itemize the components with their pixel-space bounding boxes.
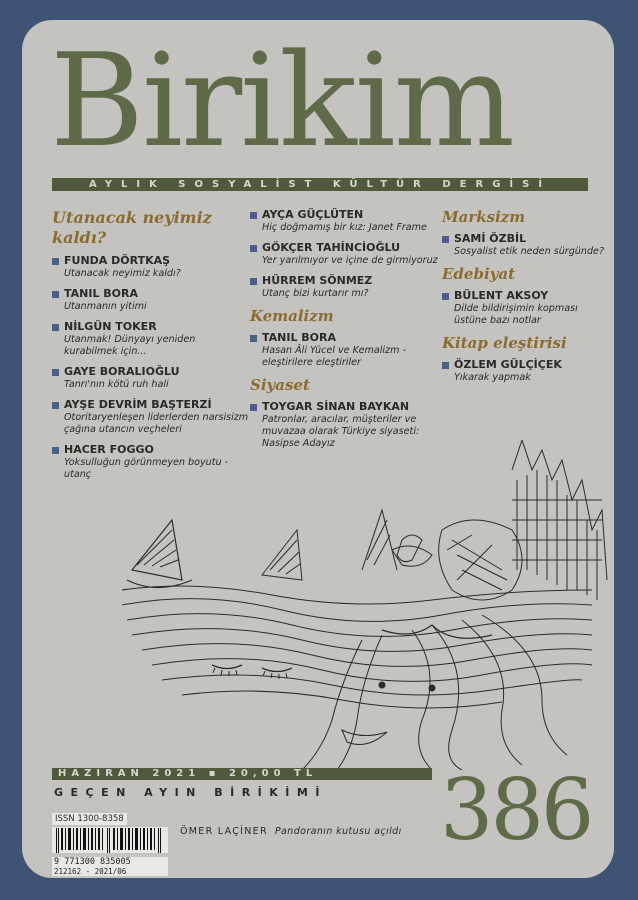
article-entry [250,241,450,267]
article-author: SAMİ ÖZBİL [454,232,527,245]
article-author: GAYE BORALIOĞLU [64,365,180,378]
article-title: Otoritaryenleşen liderlerden narsisizm çağına utancın veçheleri [64,412,249,435]
bullet-icon [442,362,449,369]
article-entry [52,320,252,358]
article-author: BÜLENT AKSOY [454,289,549,302]
article-author: ÖZLEM GÜLÇİÇEK [454,358,562,371]
article-author: AYÇA GÜÇLÜTEN [262,208,364,221]
article-entry [250,208,450,234]
magazine-cover [22,20,614,878]
masthead-subtitle: AYLIK SOSYALİST KÜLTÜR DERGİSİ [52,178,588,191]
article-author: GÖKÇER TAHİNCİOĞLU [262,241,401,254]
section-title-utanacak: Utanacak neyimiz kaldı? [52,208,212,247]
article-entry [52,365,252,391]
bullet-icon [442,293,449,300]
section-title-edebiyat: Edebiyat [442,265,516,283]
article-title: Yoksulluğun görünmeyen boyutu - utanç [64,457,229,480]
article-title: Patronlar, aracılar, müşteriler ve muvazaa olarak Türkiye siyaseti: Nasipse Adayız [262,414,420,449]
footer-article-author: ÖMER LAÇİNER [180,826,268,837]
article-entry [52,398,252,436]
article-author: HÜRREM SÖNMEZ [262,274,373,287]
article-title: Yer yarılmıyor ve içine de girmiyoruz [262,255,438,266]
article-author: FUNDA DÖRTKAŞ [64,254,171,267]
article-entry [250,274,450,300]
contents-column-2 [250,208,450,457]
article-title: Sosyalist etik neden sürgünde? [454,246,605,257]
section-title-siyaset: Siyaset [250,376,310,394]
footer-article [180,826,402,837]
article-title: Utanç bizi kurtarır mı? [262,288,369,299]
article-author: TOYGAR SİNAN BAYKAN [262,400,410,413]
bullet-icon [250,212,257,219]
bullet-icon [250,278,257,285]
article-title: Utanacak neyimiz kaldı? [64,268,181,279]
barcode-block [52,806,168,876]
barcode-icon [52,827,168,853]
section-title-kemalizm: Kemalizm [250,307,334,325]
bullet-icon [442,236,449,243]
cover-illustration [112,440,612,770]
article-entry [52,254,252,280]
bullet-icon [52,291,59,298]
bullet-icon [250,335,257,342]
article-entry [250,331,450,369]
issue-number: 386 [440,761,592,859]
article-author: NİLGÜN TOKER [64,320,157,333]
bullet-icon [52,324,59,331]
bullet-icon [52,369,59,376]
bullet-icon [52,402,59,409]
article-title: Dilde bildirişimin kopması üstüne bazı notlar [454,303,578,326]
contents-column-3 [442,208,612,391]
article-entry [442,358,612,384]
article-title: Utanmak! Dünyayı yeniden kurabilmek için... [64,334,196,357]
bullet-icon [52,258,59,265]
article-title: Yıkarak yapmak [454,372,531,383]
article-entry [442,232,612,258]
article-title: Tanrı'nın kötü ruh hali [64,379,169,390]
article-title: Utanmanın yitimi [64,301,147,312]
article-entry [442,289,612,327]
issn-label: ISSN 1300-8358 [52,813,127,825]
article-author: HACER FOGGO [64,443,154,456]
bullet-icon [250,245,257,252]
barcode-code: 212162 - 2021/06 [52,867,168,876]
section-title-marksizm: Marksizm [442,208,526,226]
gecen-ayin-birikimi: GEÇEN AYIN BİRİKİMİ [54,786,327,799]
article-entry [52,287,252,313]
article-author: AYŞE DEVRİM BAŞTERZİ [64,398,212,411]
article-author: TANIL BORA [64,287,139,300]
bullet-icon [250,404,257,411]
footer-article-title: Pandoranın kutusu açıldı [274,826,402,837]
barcode-number: 9 771300 835005 [52,857,168,867]
article-author: TANIL BORA [262,331,337,344]
masthead-title: Birikim [50,27,513,176]
issue-date-price: HAZİRAN 2021 ▪ 20,00 TL [52,768,432,780]
section-title-kitap-elestirisi: Kitap eleştirisi [442,334,567,352]
article-title: Hiç doğmamış bir kız: Janet Frame [262,222,427,233]
bullet-icon [52,447,59,454]
article-title: Hasan Âli Yücel ve Kemalizm - eleştirilere eleştiriler [262,345,406,368]
